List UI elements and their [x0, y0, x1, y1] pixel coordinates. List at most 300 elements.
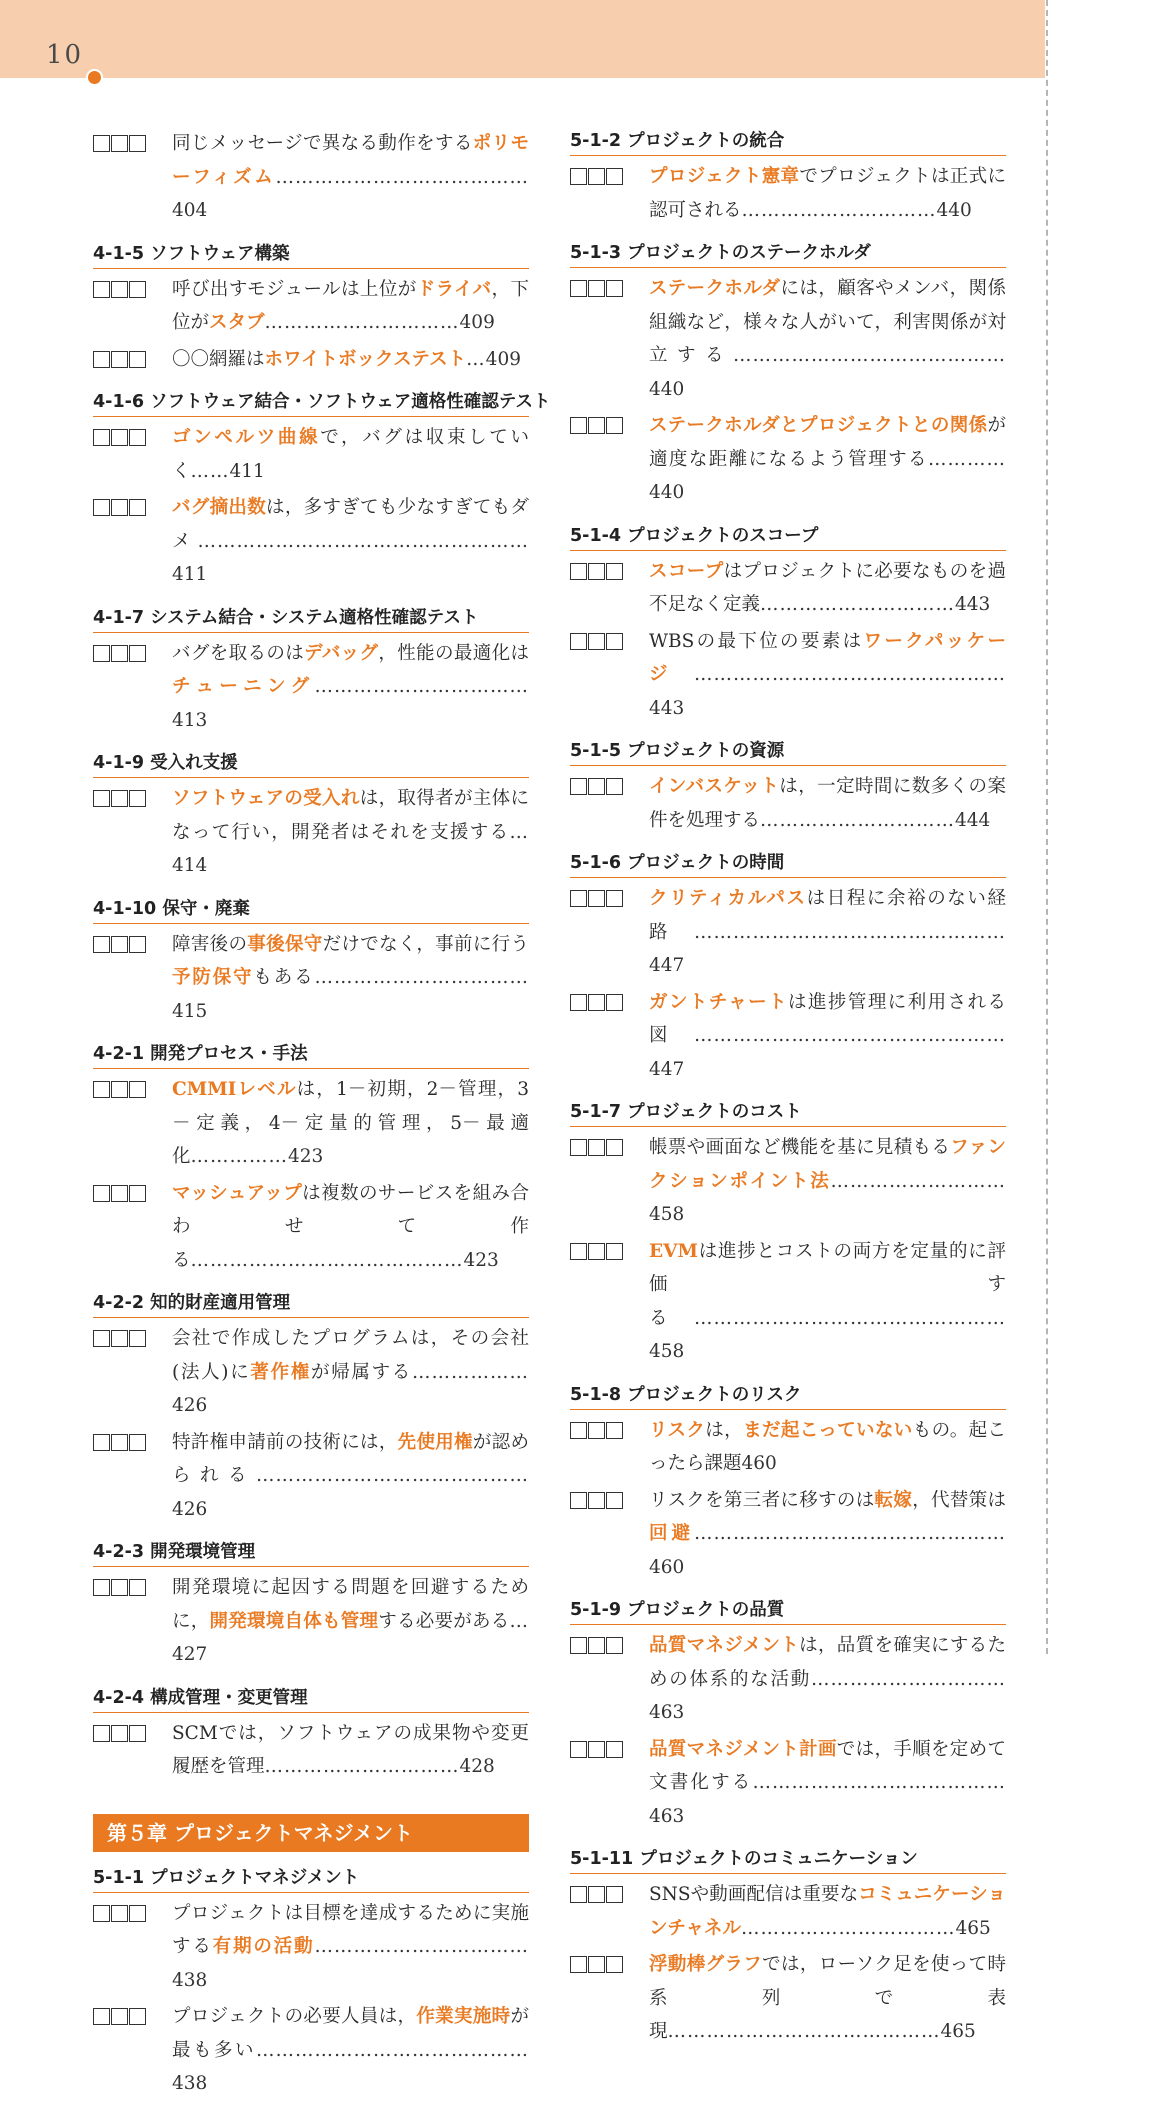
checkbox-group [570, 1948, 649, 1973]
checkbox[interactable] [129, 936, 146, 953]
checkbox[interactable] [588, 1637, 605, 1654]
leader-dots: ………………………… [811, 1668, 1006, 1690]
text-segment: もの。起こったら課題 [649, 1419, 1006, 1474]
checkbox[interactable] [111, 499, 128, 516]
checklist-item [570, 986, 1006, 1087]
checkbox[interactable] [93, 135, 110, 152]
page-ref: 423 [288, 1146, 324, 1167]
keyword: スコープ [649, 560, 724, 582]
item-text [649, 409, 1006, 510]
leader-dots: ………………………………………… [694, 1307, 1006, 1329]
checkbox[interactable] [129, 1330, 146, 1347]
checkbox[interactable] [570, 890, 587, 907]
checkbox[interactable] [93, 1434, 110, 1451]
leader-dots: ………………………… [760, 594, 956, 615]
page-ref: 447 [649, 1058, 685, 1080]
checkbox[interactable] [588, 168, 605, 185]
item-text [649, 1733, 1006, 1834]
checkbox[interactable] [606, 280, 623, 297]
item-text [649, 1235, 1006, 1369]
checkbox-group [93, 1571, 172, 1596]
checkbox-group [93, 1177, 172, 1202]
text-segment: では，ローソク足を使って時系列で表現 [649, 1954, 1006, 2042]
checkbox-group [93, 273, 172, 298]
leader-dots: …………………………………………… [197, 530, 529, 552]
checkbox[interactable] [570, 1492, 587, 1509]
checkbox[interactable] [606, 417, 623, 434]
checkbox[interactable] [93, 936, 110, 953]
text-segment: は日程に余裕のない経路 [649, 888, 1006, 943]
checkbox[interactable] [93, 429, 110, 446]
checklist-item [93, 127, 529, 228]
checkbox[interactable] [93, 790, 110, 807]
leader-dots: ………………………………… [275, 166, 529, 188]
checkbox[interactable] [111, 1905, 128, 1922]
section-heading: 5-1-11 プロジェクトのコミュニケーション [570, 1845, 1006, 1874]
checkbox[interactable] [111, 1725, 128, 1742]
leader-dots: …………………………… [314, 967, 529, 988]
section [93, 1864, 529, 2101]
checkbox[interactable] [606, 168, 623, 185]
checklist-item [93, 2000, 529, 2101]
checkbox[interactable] [129, 499, 146, 516]
checkbox[interactable] [606, 1741, 623, 1758]
section [570, 849, 1006, 1086]
item-text [649, 1484, 1006, 1585]
checkbox-group [93, 782, 172, 807]
page-marker-dot [86, 69, 103, 86]
checkbox[interactable] [111, 1081, 128, 1098]
leader-dots: …………………………… [314, 676, 529, 697]
checkbox[interactable] [570, 633, 587, 650]
item-text [649, 625, 1006, 726]
checkbox[interactable] [129, 1725, 146, 1742]
checkbox[interactable] [129, 790, 146, 807]
checkbox[interactable] [111, 790, 128, 807]
checkbox[interactable] [93, 1081, 110, 1098]
checkbox[interactable] [588, 280, 605, 297]
section [93, 895, 529, 1029]
text-segment: ，下位が [172, 278, 529, 333]
page-ref: 444 [955, 809, 991, 831]
item-text [649, 1878, 1006, 1945]
checkbox-group [570, 1733, 649, 1758]
checkbox[interactable] [570, 1956, 587, 1973]
checkbox[interactable] [588, 1886, 605, 1903]
checkbox-group [93, 343, 172, 368]
checkbox[interactable] [111, 351, 128, 368]
section-heading: 4-1-5 ソフトウェア構築 [93, 240, 529, 269]
checkbox-group [570, 1235, 649, 1260]
keyword: ワークパッケージ [649, 630, 1006, 685]
item-text [649, 272, 1006, 406]
text-segment: は，取得者が主体になって行い，開発者はそれを支援する [172, 788, 529, 843]
page-ref: 409 [485, 348, 521, 370]
section [570, 1098, 1006, 1369]
checklist-item [570, 160, 1006, 227]
text-segment: は，品質を確実にするための体系的な活動 [649, 1635, 1006, 1690]
page-ref: 465 [955, 1917, 991, 1939]
text-segment: は進捗とコストの両方を定量的に評価する [649, 1240, 1006, 1329]
leader-dots: …………………………………… [190, 1249, 464, 1271]
section-heading: 5-1-6 プロジェクトの時間 [570, 849, 1006, 878]
checkbox[interactable] [588, 1422, 605, 1439]
checkbox[interactable] [606, 563, 623, 580]
left-column [93, 127, 551, 2108]
checkbox[interactable] [570, 417, 587, 434]
checkbox[interactable] [111, 281, 128, 298]
page-ref: 447 [649, 955, 685, 976]
page-ref: 463 [649, 1702, 685, 1723]
checklist-item [570, 409, 1006, 510]
checkbox[interactable] [570, 1139, 587, 1156]
section [570, 1596, 1006, 1833]
section [93, 388, 551, 592]
checkbox-group [93, 928, 172, 953]
item-text [649, 1948, 1006, 2049]
item-text [172, 637, 529, 738]
page-ref: 423 [463, 1249, 499, 1271]
checkbox[interactable] [93, 645, 110, 662]
checkbox[interactable] [570, 1422, 587, 1439]
checkbox-group [93, 1426, 172, 1451]
text-segment: プロジェクトは目標を達成するために実施する [172, 1902, 529, 1957]
checkbox[interactable] [570, 778, 587, 795]
checkbox[interactable] [606, 778, 623, 795]
checkbox[interactable] [588, 1139, 605, 1156]
checklist-item [93, 1177, 529, 1278]
checkbox[interactable] [111, 936, 128, 953]
checkbox[interactable] [606, 1956, 623, 1973]
page-ref: 463 [649, 1805, 685, 1827]
keyword: ソフトウェアの受入れ [172, 788, 360, 809]
text-segment: でプロジェクトは正式に認可される [649, 166, 1006, 221]
section-heading: 5-1-3 プロジェクトのステークホルダ [570, 239, 1006, 268]
text-segment: ，代替策は [912, 1489, 1006, 1511]
item-text [172, 127, 529, 228]
checkbox[interactable] [606, 1492, 623, 1509]
checklist-item [570, 1878, 1006, 1945]
keyword: ファンクションポイント法 [649, 1137, 1006, 1192]
checkbox-group [570, 1414, 649, 1439]
section [93, 1684, 529, 1784]
checklist-item [570, 272, 1006, 406]
checklist-item [93, 273, 529, 340]
checkbox[interactable] [606, 1139, 623, 1156]
checkbox[interactable] [588, 890, 605, 907]
checkbox[interactable] [570, 563, 587, 580]
page-ref: 426 [172, 1498, 208, 1520]
checklist-item [570, 1733, 1006, 1834]
checkbox[interactable] [606, 1886, 623, 1903]
checkbox[interactable] [93, 1185, 110, 1202]
checkbox[interactable] [606, 1243, 623, 1260]
keyword: バグ摘出数 [172, 497, 267, 518]
checkbox-group [93, 637, 172, 662]
checkbox[interactable] [588, 994, 605, 1011]
item-text [172, 928, 529, 1029]
item-text [172, 1426, 529, 1527]
section [93, 1040, 529, 1277]
page-ref: 458 [649, 1341, 685, 1362]
checklist-item [570, 1235, 1006, 1369]
checkbox[interactable] [129, 1185, 146, 1202]
page-ref: 404 [172, 200, 208, 221]
leader-dots: …………… [190, 1146, 289, 1167]
page-ref: 458 [649, 1204, 685, 1225]
checkbox[interactable] [111, 135, 128, 152]
checkbox[interactable] [588, 778, 605, 795]
checkbox-group [570, 409, 649, 434]
text-segment: SNSや動画配信は重要な [649, 1884, 859, 1905]
keyword: ガントチャート [649, 991, 789, 1013]
checkbox[interactable] [588, 633, 605, 650]
item-text [649, 1629, 1006, 1730]
leader-dots: ………………………… [264, 1756, 460, 1777]
text-segment: が最も多い [172, 2006, 529, 2061]
keyword: チューニング [172, 676, 315, 697]
checkbox[interactable] [93, 2008, 110, 2025]
checkbox[interactable] [129, 2008, 146, 2025]
text-segment: 障害後の [172, 933, 248, 955]
page-ref: 414 [172, 855, 208, 876]
text-segment: が適度な距離になるよう管理する [649, 415, 1006, 470]
text-segment: が認められる [172, 1431, 529, 1486]
checklist-item [570, 1629, 1006, 1730]
checkbox-group [93, 1322, 172, 1347]
keyword: クリティカルパス [649, 888, 807, 909]
section-heading: 4-1-7 システム結合・システム適格性確認テスト [93, 604, 529, 633]
leader-dots: …………………………… [314, 1936, 529, 1957]
checkbox[interactable] [606, 1422, 623, 1439]
checkbox[interactable] [570, 280, 587, 297]
keyword: ステークホルダ [649, 278, 781, 299]
keyword: 有期の活動 [212, 1936, 315, 1957]
checkbox[interactable] [129, 351, 146, 368]
checkbox[interactable] [93, 1579, 110, 1596]
leader-dots: ………………………………… [752, 1772, 1006, 1793]
chapter-heading: 第５章 プロジェクトマネジメント [93, 1814, 529, 1852]
checkbox[interactable] [93, 351, 110, 368]
text-segment: だけでなく，事前に行う [322, 933, 529, 955]
leader-dots: …………………………………… [733, 345, 1006, 366]
checklist-item [93, 1717, 529, 1784]
item-text [172, 491, 529, 592]
checkbox[interactable] [129, 645, 146, 662]
keyword: スタブ [209, 312, 265, 333]
checkbox[interactable] [93, 499, 110, 516]
right-column [570, 127, 1006, 2056]
section [93, 1538, 529, 1672]
item-text [172, 343, 529, 377]
checkbox-group [93, 491, 172, 516]
cut-line [1046, 0, 1048, 1654]
page-ref: 460 [649, 1556, 685, 1578]
leader-dots: …………………………… [740, 1917, 956, 1939]
checkbox[interactable] [129, 1579, 146, 1596]
item-text [172, 2000, 529, 2101]
checklist-item [93, 1571, 529, 1672]
checkbox-group [93, 127, 172, 152]
item-text [649, 882, 1006, 983]
page-ref: 440 [936, 199, 972, 221]
item-text [172, 1322, 529, 1423]
checkbox[interactable] [588, 1492, 605, 1509]
text-segment: 同じメッセージで異なる動作をする [172, 133, 473, 154]
text-segment: SCMでは，ソフトウェアの成果物や変更履歴を管理 [172, 1722, 529, 1777]
checkbox[interactable] [129, 1081, 146, 1098]
keyword: インバスケット [649, 776, 780, 797]
checkbox-group [570, 1878, 649, 1903]
text-segment: には，顧客やメンバ，関係組織など，様々な人がいて，利害関係が対立する [649, 278, 1006, 366]
section-heading: 5-1-1 プロジェクトマネジメント [93, 1864, 529, 1893]
section [570, 522, 1006, 726]
checkbox[interactable] [111, 1579, 128, 1596]
text-segment: は複数のサービスを組み合わせて作る [172, 1182, 529, 1271]
leader-dots: ………… [928, 448, 1006, 470]
keyword: 転嫁 [874, 1489, 913, 1511]
checklist-item [570, 1131, 1006, 1232]
page-number: 10 [46, 40, 84, 70]
checkbox[interactable] [111, 2008, 128, 2025]
section-heading: 4-2-3 開発環境管理 [93, 1538, 529, 1567]
item-text [172, 273, 529, 340]
checkbox-group [570, 770, 649, 795]
keyword: デバッグ [304, 642, 379, 664]
checkbox[interactable] [111, 645, 128, 662]
section-heading: 4-2-4 構成管理・変更管理 [93, 1684, 529, 1713]
leader-dots: ………………………… [264, 312, 460, 333]
page-ref: 460 [741, 1453, 777, 1474]
checkbox[interactable] [111, 1185, 128, 1202]
section-heading: 5-1-5 プロジェクトの資源 [570, 737, 1006, 766]
checkbox[interactable] [588, 417, 605, 434]
text-segment: もある [253, 967, 315, 988]
item-text [172, 1177, 529, 1278]
checkbox[interactable] [606, 994, 623, 1011]
text-segment: 開発環境に起因する問題を回避するために， [172, 1577, 529, 1632]
text-segment: WBSの最下位の要素は [649, 630, 864, 652]
checkbox-group [93, 2000, 172, 2025]
checkbox[interactable] [606, 1637, 623, 1654]
checklist-item [570, 1948, 1006, 2049]
text-segment: は， [705, 1419, 744, 1441]
checkbox[interactable] [588, 1741, 605, 1758]
section-heading: 5-1-4 プロジェクトのスコープ [570, 522, 1006, 551]
checkbox[interactable] [93, 1330, 110, 1347]
keyword: 先使用権 [397, 1431, 473, 1453]
checkbox[interactable] [111, 429, 128, 446]
page-ref: 413 [172, 709, 208, 731]
keyword: マッシュアップ [172, 1182, 303, 1204]
text-segment: ，性能の最適化は [378, 642, 529, 664]
checkbox[interactable] [570, 994, 587, 1011]
checkbox[interactable] [129, 281, 146, 298]
keyword: 品質マネジメント [649, 1635, 800, 1656]
item-text [649, 1131, 1006, 1232]
checklist-item [570, 1484, 1006, 1585]
item-text [649, 555, 1006, 622]
section-heading: 4-1-6 ソフトウェア結合・ソフトウェア適格性確認テスト [93, 388, 529, 417]
checkbox[interactable] [570, 1886, 587, 1903]
page-ref: 411 [172, 564, 208, 585]
checkbox[interactable] [606, 890, 623, 907]
text-segment: は進捗管理に利用される図 [649, 991, 1006, 1046]
section [93, 240, 529, 377]
checkbox-group [570, 1131, 649, 1156]
checkbox[interactable] [129, 1905, 146, 1922]
leader-dots: ……………… [412, 1361, 529, 1383]
checklist-item [93, 782, 529, 883]
leader-dots: ……………………… [830, 1170, 1006, 1192]
checkbox-group [93, 1717, 172, 1742]
text-segment: 〇〇網羅は [172, 348, 265, 370]
checkbox[interactable] [129, 429, 146, 446]
text-segment: プロジェクトの必要人員は， [172, 2006, 417, 2027]
checkbox-group [93, 1073, 172, 1098]
page-ref: 428 [459, 1756, 495, 1777]
page-ref: 427 [172, 1644, 208, 1665]
checkbox[interactable] [111, 1330, 128, 1347]
checklist-item [93, 1426, 529, 1527]
checkbox[interactable] [570, 168, 587, 185]
item-text [649, 160, 1006, 227]
checkbox[interactable] [129, 135, 146, 152]
page-ref: 443 [649, 697, 685, 719]
text-segment: では，手順を定めて文書化する [649, 1738, 1006, 1793]
item-text [172, 1571, 529, 1672]
checkbox[interactable] [111, 1434, 128, 1451]
keyword: 品質マネジメント計画 [649, 1738, 837, 1760]
checklist-item [93, 491, 529, 592]
leader-dots: ………………………… [760, 809, 956, 831]
checkbox[interactable] [570, 1637, 587, 1654]
checklist-item [93, 637, 529, 738]
page-ref: 415 [172, 1000, 208, 1022]
checkbox-group [570, 625, 649, 650]
checkbox[interactable] [93, 1725, 110, 1742]
section [93, 749, 529, 883]
checkbox-group [570, 272, 649, 297]
item-text [172, 421, 529, 488]
checkbox[interactable] [129, 1434, 146, 1451]
keyword: リスク [649, 1419, 706, 1441]
checkbox[interactable] [588, 563, 605, 580]
page-ref: 426 [172, 1395, 208, 1416]
checkbox[interactable] [93, 1905, 110, 1922]
checklist-item [93, 421, 529, 488]
page-ref: 411 [229, 460, 265, 482]
checkbox[interactable] [588, 1956, 605, 1973]
text-segment: 呼び出すモジュールは上位が [172, 278, 417, 300]
checkbox[interactable] [606, 633, 623, 650]
checkbox-group [570, 160, 649, 185]
item-text [649, 770, 1006, 837]
checklist-item [93, 1073, 529, 1174]
checkbox[interactable] [570, 1741, 587, 1758]
checkbox[interactable] [93, 281, 110, 298]
checkbox[interactable] [570, 1243, 587, 1260]
checkbox[interactable] [588, 1243, 605, 1260]
leader-dots: ………………………… [741, 199, 937, 221]
checkbox-group [570, 1629, 649, 1654]
section [93, 604, 529, 738]
leader-dots: …………………………………… [256, 2039, 529, 2061]
keyword: 事後保守 [247, 933, 323, 955]
text-segment: 帳票や画面など機能を基に見積もる [649, 1137, 951, 1158]
text-segment: 会社で作成したプログラムは，その会社(法人)に [172, 1328, 529, 1383]
section [570, 239, 1006, 510]
